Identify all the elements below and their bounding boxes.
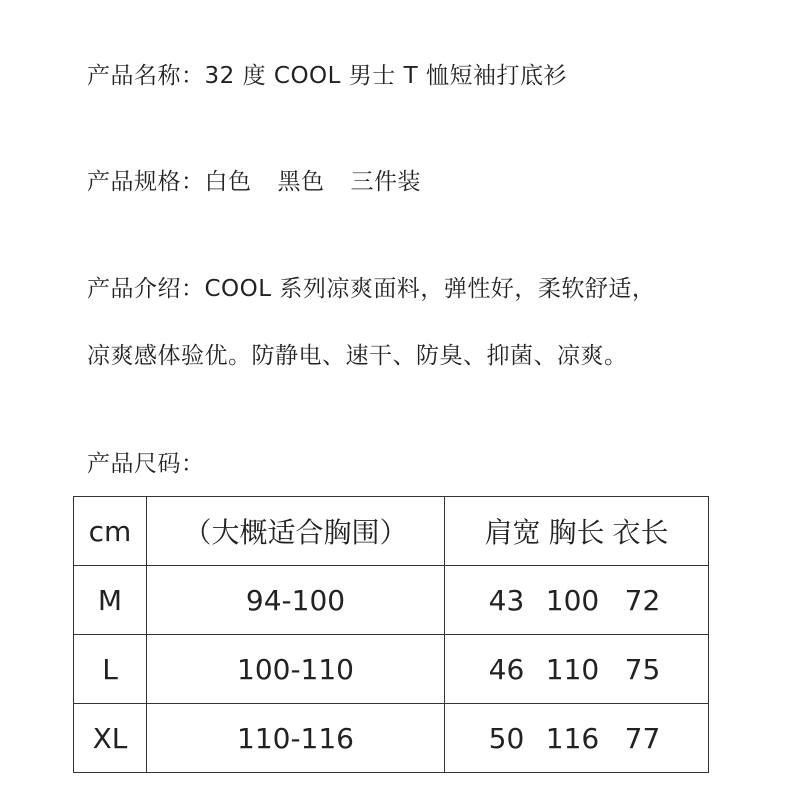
table-row [74,566,709,635]
size-cell: XL [74,704,147,773]
length-value: 72 [624,583,661,617]
shoulder-value: 50 [488,721,525,755]
size-table [73,496,709,773]
product-spec-line [87,167,421,197]
unit-cell: cm [74,497,147,566]
measures-header-cell [445,497,709,566]
shoulder-value: 43 [488,583,525,617]
chest-value: 100 [545,583,600,617]
table-row [74,635,709,704]
size-cell: M [74,566,147,635]
chest-value: 110 [545,652,600,686]
product-spec-label: 产品规格： [87,169,205,195]
size-table-header-row [74,497,709,566]
measures-cell [445,635,709,704]
product-name-line [87,61,567,91]
length-value: 75 [624,652,661,686]
product-size-line [87,449,205,479]
length-header: 衣长 [612,516,669,549]
chest-value: 116 [545,721,600,755]
product-intro-text-1: COOL 系列凉爽面料，弹性好，柔软舒适， [204,276,656,302]
fit-header-cell: （大概适合胸围） [147,497,445,566]
shoulder-value: 46 [488,652,525,686]
product-intro-line-1 [87,274,655,304]
spec-option-three-pack: 三件装 [350,169,421,195]
chest-range-cell: 94-100 [147,566,445,635]
product-intro-line-2 [87,341,628,371]
length-value: 77 [624,721,661,755]
size-cell: L [74,635,147,704]
chest-range-cell: 110-116 [147,704,445,773]
table-row [74,704,709,773]
chest-range-cell: 100-110 [147,635,445,704]
product-intro-label: 产品介绍： [87,276,205,302]
shoulder-header: 肩宽 [484,516,541,549]
measures-cell [445,566,709,635]
product-size-label: 产品尺码： [87,451,205,477]
product-intro-text-2: 凉爽感体验优。防静电、速干、防臭、抑菌、凉爽。 [87,343,628,369]
product-name-label: 产品名称： [87,63,205,89]
measures-cell [445,704,709,773]
spec-option-white: 白色 [204,169,252,195]
chest-header: 胸长 [548,516,605,549]
product-name-value: 32 度 COOL 男士 T 恤短袖打底衫 [204,63,567,89]
spec-option-black: 黑色 [277,169,325,195]
